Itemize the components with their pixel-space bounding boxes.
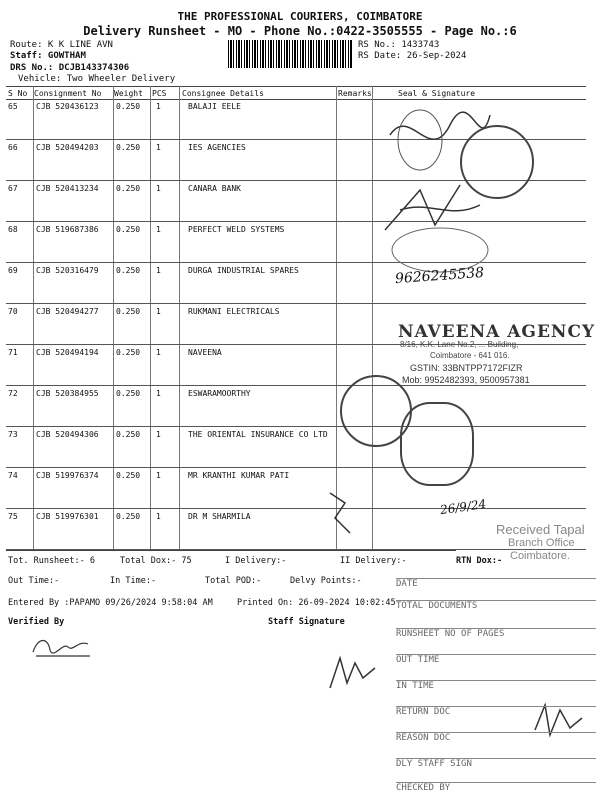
cell-pcs: 1 [156, 512, 161, 521]
rs-date: RS Date: 26-Sep-2024 [358, 51, 467, 61]
col-consignment: Consignment No [34, 89, 102, 98]
overlay-date: DATE [396, 578, 596, 601]
overlay-in-time: IN TIME [396, 680, 596, 703]
rtn-dox: RTN Dox:- [456, 556, 503, 566]
total-runsheet: Tot. Runsheet:- 6 [8, 556, 95, 566]
total-pod: Total POD:- [205, 576, 262, 586]
cell-consignment: CJB 519687386 [36, 225, 99, 234]
verifier-signature [28, 632, 98, 662]
cell-consignment: CJB 520413234 [36, 184, 99, 193]
cell-weight: 0.250 [116, 307, 141, 316]
in-time: In Time:- [110, 576, 157, 586]
table-row [6, 385, 586, 427]
cell-weight: 0.250 [116, 471, 141, 480]
cell-pcs: 1 [156, 471, 161, 480]
table-row [6, 467, 586, 509]
cell-sno: 65 [8, 102, 18, 111]
staff-signature-scribble [325, 648, 385, 693]
cell-consignment: CJB 519976374 [36, 471, 99, 480]
naveena-stamp-gstin: GSTIN: 33BNTPP7172FIZR [410, 363, 523, 373]
cell-sno: 69 [8, 266, 18, 275]
staff-label: Staff: GOWTHAM [10, 51, 86, 61]
received-stamp-line2: Branch Office [508, 537, 575, 549]
cell-sno: 72 [8, 389, 18, 398]
cell-consignee: MR KRANTHI KUMAR PATI [188, 471, 290, 480]
cell-sno: 66 [8, 143, 18, 152]
entered-by: Entered By :PAPAMO 09/26/2024 9:58:04 AM [8, 598, 213, 608]
overlay-dly-staff-sign: DLY STAFF SIGN [396, 758, 596, 781]
rs-number: RS No.: 1433743 [358, 40, 440, 50]
cell-consignee: THE ORIENTAL INSURANCE CO LTD [188, 430, 328, 439]
col-sno: S No [8, 89, 28, 98]
total-dox: Total Dox:- 75 [120, 556, 192, 566]
overlay-return-doc: RETURN DOC [396, 706, 596, 729]
handwritten-date: 26/9/24 [439, 496, 488, 518]
cell-pcs: 1 [156, 225, 161, 234]
cell-consignee: NAVEENA [188, 348, 222, 357]
cell-sno: 74 [8, 471, 18, 480]
cell-weight: 0.250 [116, 266, 141, 275]
cell-weight: 0.250 [116, 102, 141, 111]
table-row [6, 426, 586, 468]
overlay-runsheet-pages: RUNSHEET NO OF PAGES [396, 628, 596, 651]
route-label: Route: K K LINE AVN [10, 40, 113, 50]
printed-on: Printed On: 26-09-2024 10:02:45 [237, 598, 396, 608]
cell-consignment: CJB 519976301 [36, 512, 99, 521]
company-title: THE PROFESSIONAL COURIERS, COIMBATORE [177, 10, 423, 23]
ii-delivery: II Delivery:- [340, 556, 407, 566]
col-consignee: Consignee Details [182, 89, 264, 98]
handwritten-phone: 9626245538 [394, 264, 485, 288]
cell-consignee: IES AGENCIES [188, 143, 246, 152]
cell-consignee: DURGA INDUSTRIAL SPARES [188, 266, 299, 275]
cell-sno: 75 [8, 512, 18, 521]
naveena-stamp-mobile: Mob: 9952482393, 9500957381 [402, 375, 530, 385]
col-seal: Seal & Signature [398, 89, 476, 98]
cell-consignee: BALAJI EELE [188, 102, 241, 111]
cell-consignment: CJB 520494194 [36, 348, 99, 357]
cell-consignment: CJB 520436123 [36, 102, 99, 111]
cell-consignment: CJB 520316479 [36, 266, 99, 275]
cell-consignment: CJB 520494306 [36, 430, 99, 439]
cell-consignee: ESWARAMOORTHY [188, 389, 251, 398]
cell-consignment: CJB 520384955 [36, 389, 99, 398]
staff-signature: Staff Signature [268, 617, 345, 627]
vehicle-label: Vehicle: Two Wheeler Delivery [18, 74, 176, 84]
naveena-stamp-address: 8/16, K.K. Lane No.2, ... Building, [400, 340, 519, 349]
cell-pcs: 1 [156, 143, 161, 152]
cell-sno: 70 [8, 307, 18, 316]
cell-sno: 71 [8, 348, 18, 357]
col-weight: Weight [114, 89, 143, 98]
cell-consignee: RUKMANI ELECTRICALS [188, 307, 280, 316]
drs-number: DRS No.: DCJB143374306 [10, 63, 130, 73]
cell-sno: 67 [8, 184, 18, 193]
cell-weight: 0.250 [116, 225, 141, 234]
cell-weight: 0.250 [116, 348, 141, 357]
cell-pcs: 1 [156, 266, 161, 275]
cell-consignment: CJB 520494203 [36, 143, 99, 152]
cell-pcs: 1 [156, 102, 161, 111]
delivery-points: Delvy Points:- [290, 576, 362, 586]
signature-scribble-4 [320, 488, 360, 538]
cell-pcs: 1 [156, 184, 161, 193]
cell-weight: 0.250 [116, 143, 141, 152]
naveena-stamp-name: NAVEENA AGENCY [398, 322, 596, 342]
cell-weight: 0.250 [116, 184, 141, 193]
barcode [228, 40, 352, 68]
overlay-out-time: OUT TIME [396, 654, 596, 677]
cell-sno: 73 [8, 430, 18, 439]
cell-sno: 68 [8, 225, 18, 234]
overlay-checked-by: CHECKED BY [396, 782, 596, 799]
overlay-total-documents: TOTAL DOCUMENTS [396, 600, 596, 623]
naveena-stamp-city: Coimbatore - 641 016. [430, 351, 510, 360]
cell-pcs: 1 [156, 430, 161, 439]
cell-pcs: 1 [156, 389, 161, 398]
overlay-reason-doc: REASON DOC [396, 732, 596, 755]
i-delivery: I Delivery:- [225, 556, 287, 566]
cell-consignment: CJB 520494277 [36, 307, 99, 316]
runsheet-subtitle: Delivery Runsheet - MO - Phone No.:0422-3505555 - Page No.:6 [83, 24, 517, 38]
cell-pcs: 1 [156, 348, 161, 357]
cell-pcs: 1 [156, 307, 161, 316]
out-time: Out Time:- [8, 576, 60, 586]
col-pcs: PCS [152, 89, 167, 98]
cell-weight: 0.250 [116, 430, 141, 439]
cell-consignee: DR M SHARMILA [188, 512, 251, 521]
received-stamp-line1: Received Tapal [496, 522, 585, 537]
cell-weight: 0.250 [116, 512, 141, 521]
cell-consignee: CANARA BANK [188, 184, 241, 193]
received-stamp-line3: Coimbatore. [510, 550, 570, 562]
verified-by: Verified By [8, 617, 65, 627]
cell-consignee: PERFECT WELD SYSTEMS [188, 225, 285, 234]
col-remarks: Remarks [338, 89, 372, 98]
cell-weight: 0.250 [116, 389, 141, 398]
insurance-stamp-oval [400, 402, 474, 486]
